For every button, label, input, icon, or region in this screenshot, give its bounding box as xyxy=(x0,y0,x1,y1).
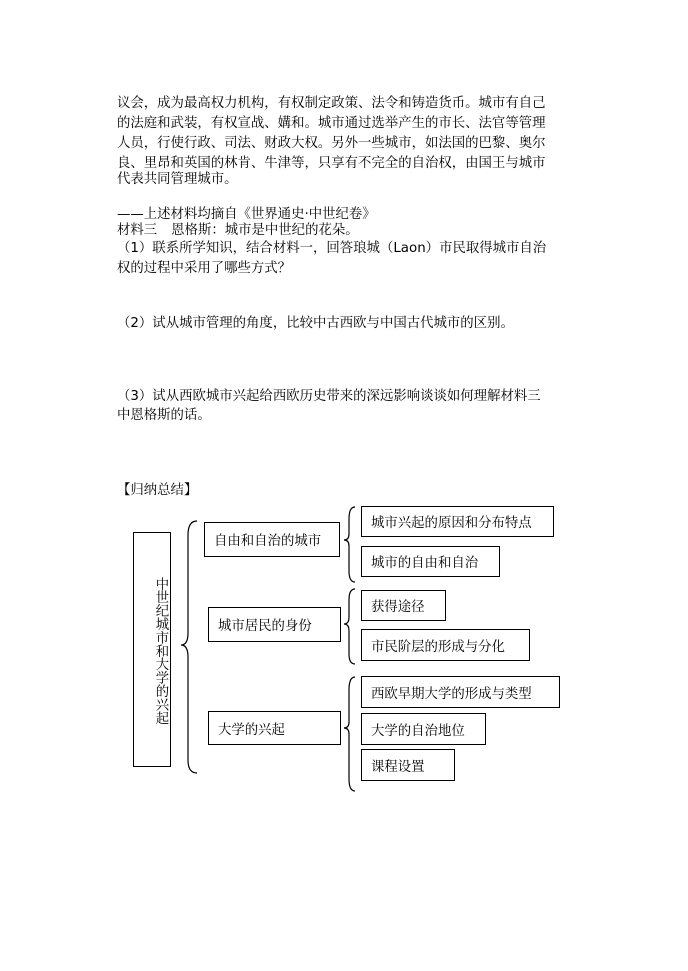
question-3-line-2: 中恩格斯的话。 xyxy=(117,408,211,423)
branch-2-brace xyxy=(344,589,355,664)
question-1-line-2: 权的过程中采用了哪些方式？ xyxy=(117,261,292,276)
question-3-line-1: （3）试从西欧城市兴起给西欧历史带来的深远影响谈谈如何理解材料三 xyxy=(117,389,541,404)
question-2: （2）试从城市管理的角度，比较中古西欧与中国古代城市的区别。 xyxy=(117,316,514,331)
leaf-box-curriculum: 课程设置 xyxy=(361,749,455,781)
leaf-box-burgher-class: 市民阶层的形成与分化 xyxy=(361,629,530,661)
leaf-box-university-autonomy: 大学的自治地位 xyxy=(361,713,486,745)
paragraph-line-5: 代表共同管理城市。 xyxy=(117,172,238,187)
branch-1-brace xyxy=(344,507,355,582)
root-brace xyxy=(181,521,197,773)
branch-3-brace xyxy=(344,677,355,791)
paragraph-line-2: 的法庭和武装，有权宣战、媾和。城市通过选举产生的市长、法官等管理 xyxy=(117,116,546,131)
paragraph-line-1: 议会，成为最高权力机构，有权制定政策、法令和铸造货币。城市有自己 xyxy=(117,96,546,111)
branch-box-universities: 大学的兴起 xyxy=(208,711,341,745)
branch-box-residents: 城市居民的身份 xyxy=(208,607,341,642)
question-1-line-1: （1）联系所学知识，结合材料一，回答琅城（Laon）市民取得城市自治 xyxy=(117,241,547,256)
summary-heading: 【归纳总结】 xyxy=(117,483,198,498)
material-three-text: 恩格斯：城市是中世纪的花朵。 xyxy=(171,223,359,238)
root-label: 中世纪城市和大学的兴起 xyxy=(153,577,168,725)
leaf-box-origins: 城市兴起的原因和分布特点 xyxy=(361,506,554,537)
leaf-box-acquisition: 获得途径 xyxy=(361,590,446,621)
material-three-label: 材料三 xyxy=(117,223,158,238)
source-citation: ——上述材料均摘自《世界通史·中世纪卷》 xyxy=(117,207,376,222)
leaf-box-autonomy: 城市的自由和自治 xyxy=(361,546,500,577)
paragraph-line-4: 良、里昂和英国的林肯、牛津等，只享有不完全的自治权，由国王与城市 xyxy=(117,156,546,171)
leaf-box-early-universities: 西欧早期大学的形成与类型 xyxy=(361,676,560,708)
branch-box-free-cities: 自由和自治的城市 xyxy=(204,522,340,557)
root-box xyxy=(133,532,171,767)
paragraph-line-3: 人员，行使行政、司法、财政大权。另外一些城市，如法国的巴黎、奥尔 xyxy=(117,136,546,151)
